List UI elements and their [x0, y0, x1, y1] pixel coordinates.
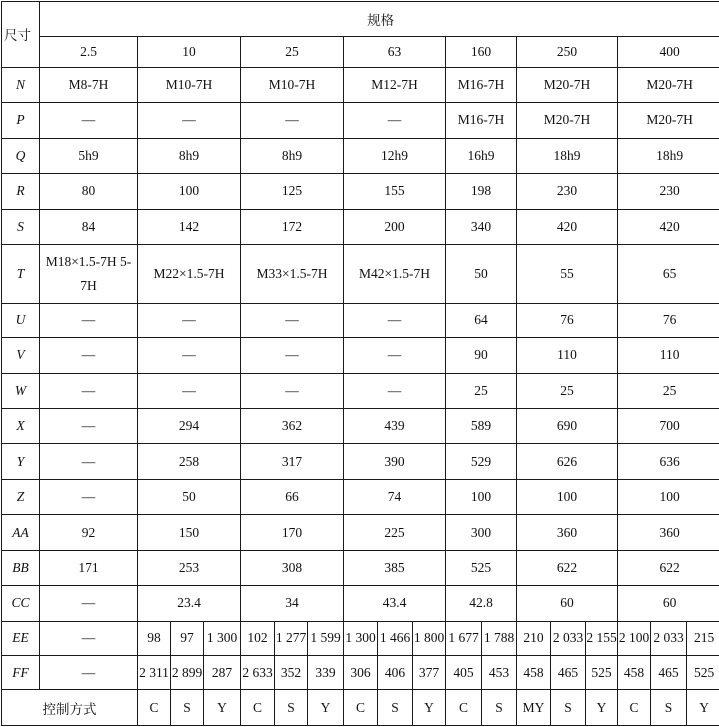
table-cell: 230 [618, 174, 719, 209]
table-cell: M10-7H [138, 67, 241, 102]
table-cell: 622 [618, 550, 719, 585]
table-cell: 1 277 [275, 621, 308, 655]
table-cell: 12h9 [344, 138, 446, 173]
table-cell: 60 [517, 586, 618, 621]
table-cell: 1 800 [413, 621, 446, 655]
table-cell: 25 [618, 373, 719, 408]
table-cell: 360 [618, 515, 719, 550]
table-cell: 405 [446, 656, 482, 690]
table-cell: 125 [241, 174, 344, 209]
control-cell: S [275, 690, 308, 726]
table-cell: 76 [517, 303, 618, 337]
table-cell: M18×1.5-7H 5-7H [40, 245, 138, 304]
row-symbol: CC [2, 586, 40, 621]
table-cell: — [138, 373, 241, 408]
table-cell: 622 [517, 550, 618, 585]
table-cell: 5h9 [40, 138, 138, 173]
table-cell: — [40, 656, 138, 690]
header-row-2 [2, 37, 719, 67]
table-cell: 525 [586, 656, 618, 690]
row-symbol: V [2, 338, 40, 373]
table-row [2, 621, 719, 655]
table-cell: 97 [171, 621, 204, 655]
table-cell: 90 [446, 338, 517, 373]
table-cell: 1 677 [446, 621, 482, 655]
table-cell: M16-7H [446, 67, 517, 102]
table-row [2, 515, 719, 550]
table-cell: M20-7H [517, 103, 618, 138]
table-cell: 420 [517, 209, 618, 244]
table-cell: M8-7H [40, 67, 138, 102]
table-cell: — [241, 303, 344, 337]
table-cell: 98 [138, 621, 171, 655]
control-cell: S [171, 690, 204, 726]
corner-header: 尺寸 [2, 2, 40, 68]
table-cell: 253 [138, 550, 241, 585]
table-cell: M33×1.5-7H [241, 245, 344, 304]
table-cell: 215 [687, 621, 719, 655]
table-cell: 308 [241, 550, 344, 585]
table-cell: 690 [517, 409, 618, 444]
size-header: 63 [344, 37, 446, 67]
control-cell: S [651, 690, 687, 726]
table-cell: 390 [344, 444, 446, 479]
table-cell: M42×1.5-7H [344, 245, 446, 304]
table-row [2, 338, 719, 373]
table-cell: 110 [517, 338, 618, 373]
table-cell: 636 [618, 444, 719, 479]
table-cell: 406 [378, 656, 413, 690]
table-cell: 23.4 [138, 586, 241, 621]
table-cell: — [40, 409, 138, 444]
table-cell: 287 [204, 656, 241, 690]
table-cell: 76 [618, 303, 719, 337]
table-cell: M22×1.5-7H [138, 245, 241, 304]
table-cell: — [138, 103, 241, 138]
table-cell: 42.8 [446, 586, 517, 621]
table-cell: 18h9 [517, 138, 618, 173]
table-cell: 16h9 [446, 138, 517, 173]
table-cell: — [344, 338, 446, 373]
control-cell: S [378, 690, 413, 726]
row-symbol: Z [2, 479, 40, 514]
control-cell: C [344, 690, 378, 726]
table-cell: 2 155 [586, 621, 618, 655]
table-cell: 1 599 [308, 621, 344, 655]
table-cell: 8h9 [138, 138, 241, 173]
size-header: 10 [138, 37, 241, 67]
table-cell: 92 [40, 515, 138, 550]
table-cell: 2 311 [138, 656, 171, 690]
table-cell: 25 [446, 373, 517, 408]
table-row [2, 550, 719, 585]
table-cell: 465 [651, 656, 687, 690]
table-cell: 171 [40, 550, 138, 585]
table-cell: 529 [446, 444, 517, 479]
table-cell: 300 [446, 515, 517, 550]
table-row [2, 245, 719, 304]
table-cell: 110 [618, 338, 719, 373]
table-cell: 60 [618, 586, 719, 621]
row-symbol: T [2, 245, 40, 304]
row-symbol: N [2, 67, 40, 102]
table-cell: 1 300 [204, 621, 241, 655]
table-cell: 102 [241, 621, 275, 655]
table-cell: — [241, 373, 344, 408]
table-cell: M12-7H [344, 67, 446, 102]
table-cell: 74 [344, 479, 446, 514]
table-cell: 1 788 [482, 621, 517, 655]
table-cell: 525 [446, 550, 517, 585]
group-header: 规格 [40, 2, 719, 37]
table-cell: 50 [138, 479, 241, 514]
control-cell: C [618, 690, 651, 726]
table-cell: 589 [446, 409, 517, 444]
control-cell: Y [204, 690, 241, 726]
control-cell: MY [517, 690, 551, 726]
control-cell: Y [413, 690, 446, 726]
size-header: 400 [618, 37, 719, 67]
table-cell: 339 [308, 656, 344, 690]
table-cell: 2 100 [618, 621, 651, 655]
table-cell: 43.4 [344, 586, 446, 621]
table-cell: 362 [241, 409, 344, 444]
table-cell: 25 [517, 373, 618, 408]
row-symbol: Q [2, 138, 40, 173]
control-cell: C [138, 690, 171, 726]
table-cell: — [40, 338, 138, 373]
table-cell: 306 [344, 656, 378, 690]
row-symbol: X [2, 409, 40, 444]
table-cell: M20-7H [618, 103, 719, 138]
table-cell: — [40, 303, 138, 337]
table-cell: 84 [40, 209, 138, 244]
table-cell: 230 [517, 174, 618, 209]
table-cell: 172 [241, 209, 344, 244]
size-header: 25 [241, 37, 344, 67]
size-header: 160 [446, 37, 517, 67]
row-symbol: Y [2, 444, 40, 479]
table-cell: — [40, 444, 138, 479]
table-cell: 352 [275, 656, 308, 690]
table-cell: 340 [446, 209, 517, 244]
table-cell: 210 [517, 621, 551, 655]
control-row [2, 690, 719, 726]
table-row [2, 303, 719, 337]
table-row [2, 103, 719, 138]
table-cell: 34 [241, 586, 344, 621]
table-cell: — [344, 373, 446, 408]
table-cell: — [40, 103, 138, 138]
table-cell: 198 [446, 174, 517, 209]
spec-table [1, 1, 719, 726]
table-cell: — [40, 586, 138, 621]
table-cell: 155 [344, 174, 446, 209]
table-cell: 439 [344, 409, 446, 444]
table-cell: M20-7H [618, 67, 719, 102]
table-cell: — [138, 303, 241, 337]
table-cell: 50 [446, 245, 517, 304]
table-row [2, 209, 719, 244]
table-row [2, 373, 719, 408]
table-cell: 377 [413, 656, 446, 690]
control-cell: Y [308, 690, 344, 726]
table-row [2, 409, 719, 444]
table-cell: 453 [482, 656, 517, 690]
size-header: 2.5 [40, 37, 138, 67]
table-cell: 100 [446, 479, 517, 514]
table-cell: 1 300 [344, 621, 378, 655]
table-cell: 100 [618, 479, 719, 514]
table-cell: 700 [618, 409, 719, 444]
table-cell: — [241, 103, 344, 138]
table-cell: 294 [138, 409, 241, 444]
table-cell: 1 466 [378, 621, 413, 655]
control-cell: C [241, 690, 275, 726]
table-cell: 200 [344, 209, 446, 244]
table-cell: 66 [241, 479, 344, 514]
table-row [2, 67, 719, 102]
table-cell: 65 [618, 245, 719, 304]
control-label: 控制方式 [2, 690, 138, 726]
table-cell: — [241, 338, 344, 373]
table-cell: 142 [138, 209, 241, 244]
row-symbol: R [2, 174, 40, 209]
table-row [2, 586, 719, 621]
table-cell: 2 899 [171, 656, 204, 690]
table-cell: 258 [138, 444, 241, 479]
table-cell: 55 [517, 245, 618, 304]
table-cell: — [40, 373, 138, 408]
control-cell: S [551, 690, 586, 726]
table-row [2, 138, 719, 173]
table-cell: 458 [517, 656, 551, 690]
table-cell: 2 033 [651, 621, 687, 655]
table-cell: 100 [138, 174, 241, 209]
table-cell: 225 [344, 515, 446, 550]
control-cell: C [446, 690, 482, 726]
table-row [2, 656, 719, 690]
table-cell: 100 [517, 479, 618, 514]
table-cell: M10-7H [241, 67, 344, 102]
table-cell: 8h9 [241, 138, 344, 173]
row-symbol: AA [2, 515, 40, 550]
table-cell: 458 [618, 656, 651, 690]
row-symbol: W [2, 373, 40, 408]
table-cell: M16-7H [446, 103, 517, 138]
table-cell: 360 [517, 515, 618, 550]
table-cell: 150 [138, 515, 241, 550]
table-cell: 2 033 [551, 621, 586, 655]
header-row-1 [2, 2, 719, 37]
row-symbol: U [2, 303, 40, 337]
table-cell: — [138, 338, 241, 373]
table-cell: 626 [517, 444, 618, 479]
table-cell: 2 633 [241, 656, 275, 690]
table-cell: — [344, 103, 446, 138]
row-symbol: S [2, 209, 40, 244]
row-symbol: EE [2, 621, 40, 655]
table-cell: — [344, 303, 446, 337]
table-cell: M20-7H [517, 67, 618, 102]
row-symbol: BB [2, 550, 40, 585]
row-symbol: P [2, 103, 40, 138]
table-row [2, 479, 719, 514]
control-cell: Y [586, 690, 618, 726]
table-cell: 385 [344, 550, 446, 585]
table-cell: 465 [551, 656, 586, 690]
table-cell: 317 [241, 444, 344, 479]
row-symbol: FF [2, 656, 40, 690]
size-header: 250 [517, 37, 618, 67]
table-cell: — [40, 479, 138, 514]
table-row [2, 174, 719, 209]
table-cell: 64 [446, 303, 517, 337]
table-cell: 170 [241, 515, 344, 550]
table-cell: 420 [618, 209, 719, 244]
table-cell: 80 [40, 174, 138, 209]
table-cell: 18h9 [618, 138, 719, 173]
table-cell: 525 [687, 656, 719, 690]
control-cell: S [482, 690, 517, 726]
table-row [2, 444, 719, 479]
table-cell: — [40, 621, 138, 655]
control-cell: Y [687, 690, 719, 726]
